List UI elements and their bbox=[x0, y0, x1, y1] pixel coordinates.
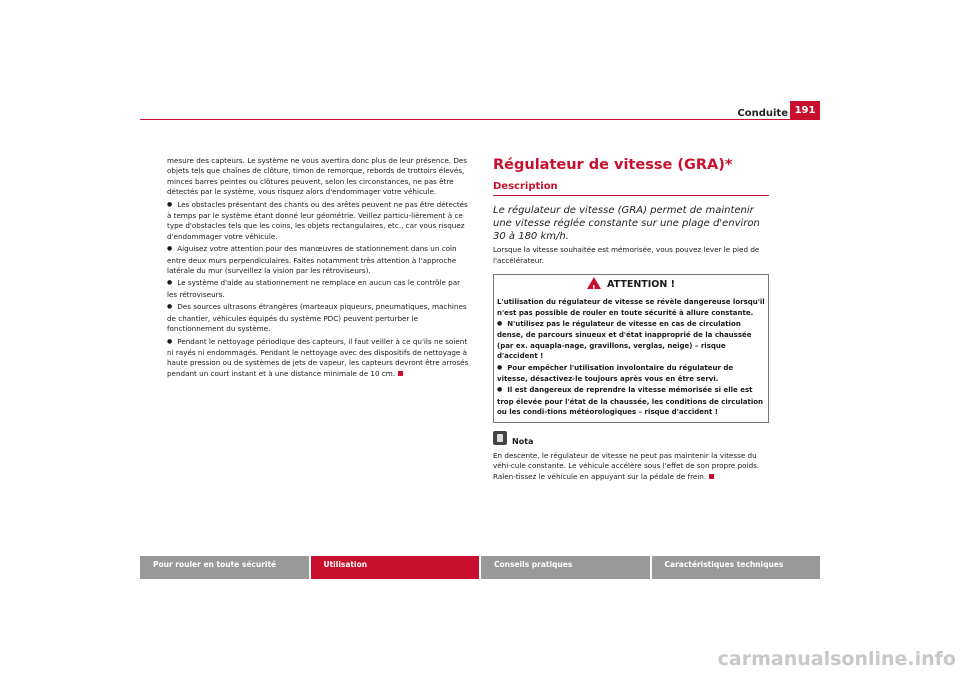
nota-header bbox=[493, 431, 769, 449]
bullet-item: ● Le système d'aide au stationnement ne remplace en aucun cas le contrôle par les rétroviseurs. bbox=[167, 278, 469, 300]
nota-text: En descente, le régulateur de vitesse ne peut pas maintenir la vitesse du véhi-cule constante. Le véhicule accélère sous l'effet de son propre poids. Ralen-tissez le véhicule en appuyant sur la pédale de frein. bbox=[493, 450, 760, 481]
bullet-item: ● Des sources ultrasons étrangères (marteaux piqueurs, pneumatiques, machines de chantier, véhicules équipés du système PDC) peuvent perturber le fonctionnement du système. bbox=[167, 302, 469, 334]
nota-paragraph bbox=[493, 451, 769, 482]
section-title: Régulateur de vitesse (GRA)* bbox=[493, 157, 733, 173]
warning-lead: L'utilisation du régulateur de vitesse se révèle dangereuse lorsqu'il n'est pas possible de rouler en toute sécurité à allure constante. bbox=[497, 298, 765, 317]
tab-practical-tips[interactable]: Conseils pratiques bbox=[481, 556, 650, 579]
tab-utilisation[interactable]: Utilisation bbox=[311, 556, 480, 579]
right-column bbox=[493, 156, 769, 484]
warning-bullet: ● Il est dangereux de reprendre la vitesse mémorisée si elle est trop élevée pour l'état de la chaussée, les conditions de circulation ou les condi-tions météorologiques – risque d'accident ! bbox=[497, 385, 765, 417]
intro-text: Le régulateur de vitesse (GRA) permet de maintenir une vitesse réglée constante sur une plage d'environ 30 à 180 km/h. bbox=[493, 205, 760, 243]
nota-title: Nota bbox=[512, 436, 534, 446]
bullet-item: ● Les obstacles présentant des chants ou des arêtes peuvent ne pas être détectés à temps par le système étant donné leur géométrie. Veillez particu-lièrement à ce type d'obstacles tels que les coins, les objets rectangulaires, etc., car vous risquez d'endommager votre véhicule. bbox=[167, 200, 469, 243]
bullet-item-last bbox=[167, 337, 469, 380]
tab-technical-specs[interactable]: Caractéristiques techniques bbox=[652, 556, 821, 579]
warning-triangle-icon bbox=[587, 277, 601, 289]
subsection-title: Description bbox=[493, 182, 769, 196]
watermark: carmanualsonline.info bbox=[717, 648, 956, 670]
header-divider bbox=[140, 119, 820, 120]
page-header-title: Conduite bbox=[737, 108, 788, 119]
end-of-section-marker bbox=[398, 371, 403, 376]
bullet-text: ● Pendant le nettoyage périodique des capteurs, il faut veiller à ce qu'ils ne soient ni rayés ni endommagés. Pendant le nettoyage avec des dispositifs de nettoyage à haute pression ou de systèmes de jets de vapeur, les capteurs devront être arrosés pendant un court instant et à une distance minimale de 10 cm. bbox=[167, 337, 468, 378]
warning-bullet: ● N'utilisez pas le régulateur de vitesse en cas de circulation dense, de parcours sinueux et d'état inapproprié de la chaussée (par ex. aquapla-nage, gravillons, verglas, neige) – risque d'accident ! bbox=[497, 319, 765, 362]
warning-body bbox=[494, 295, 768, 421]
warning-title: ATTENTION ! bbox=[607, 279, 675, 291]
left-column bbox=[167, 156, 469, 381]
continued-paragraph: mesure des capteurs. Le système ne vous avertira donc plus de leur présence. Des objets tels que chaînes de clôture, timon de remorque, rebords de trottoirs élevés, minces barres peintes ou clôtures peuvent, selon les circonstances, ne pas être détectés par le système, vous risquez alors d'endommager votre véhicule. bbox=[167, 156, 468, 197]
end-of-section-marker bbox=[709, 474, 714, 479]
tab-safety[interactable]: Pour rouler en toute sécurité bbox=[140, 556, 309, 579]
body-paragraph: Lorsque la vitesse souhaitée est mémorisée, vous pouvez lever le pied de l'accélérateur. bbox=[493, 245, 760, 265]
footer-chapter-tabs bbox=[140, 556, 820, 579]
note-icon bbox=[493, 431, 507, 445]
bullet-item: ● Aiguisez votre attention pour des manœuvres de stationnement dans un coin entre deux murs perpendiculaires. Faites notamment très attention à l'approche latérale du mur (surveillez la vision par les rétroviseurs). bbox=[167, 244, 469, 276]
warning-header bbox=[494, 275, 768, 295]
warning-box bbox=[493, 274, 769, 422]
page-number: 191 bbox=[790, 101, 820, 120]
warning-bullet: ● Pour empêcher l'utilisation involontaire du régulateur de vitesse, désactivez-le toujours après vous en être servi. bbox=[497, 363, 765, 385]
